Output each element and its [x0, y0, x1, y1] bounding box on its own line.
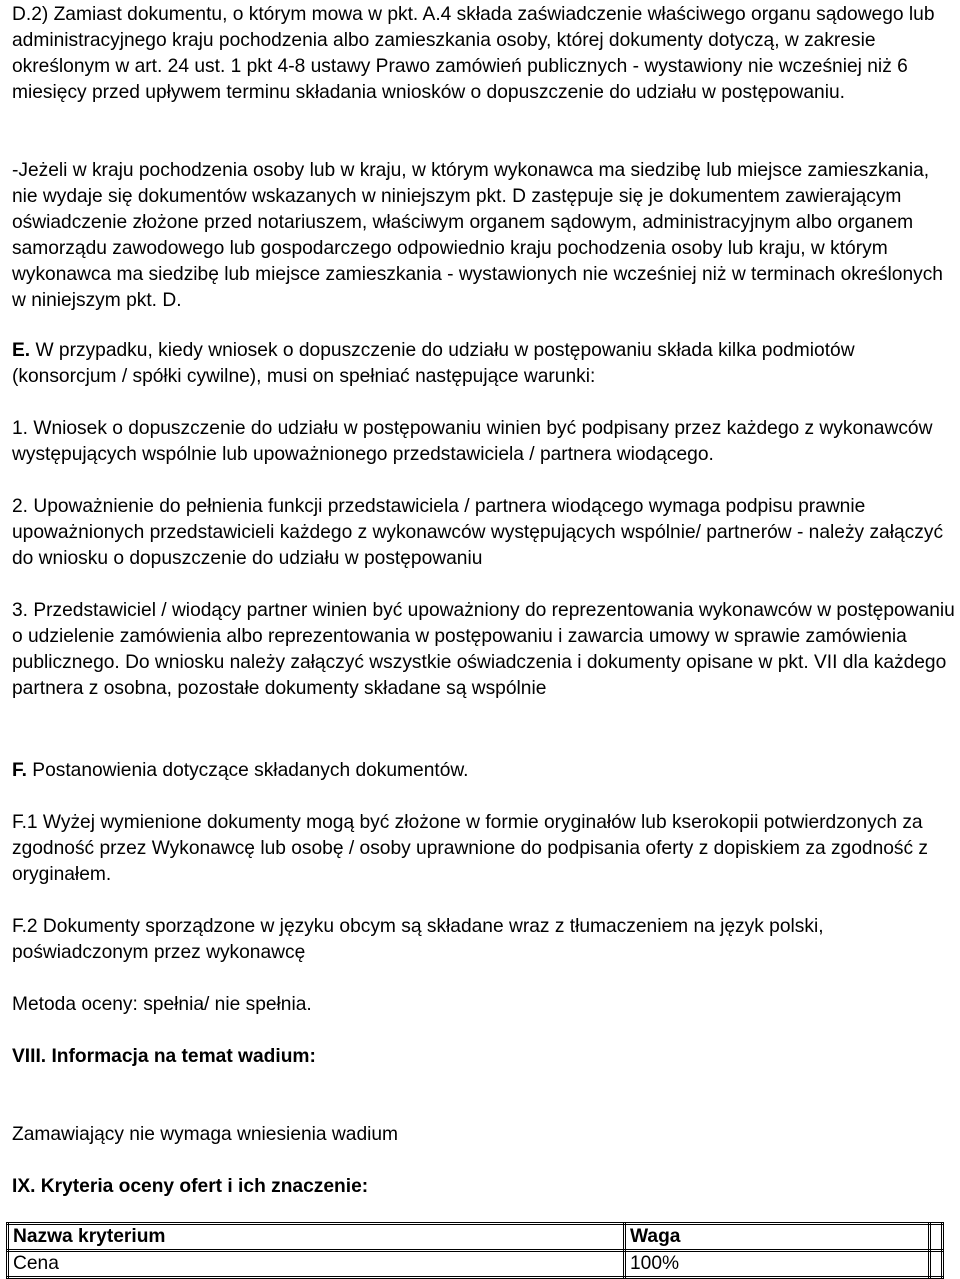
- section-e-text: W przypadku, kiedy wniosek o dopuszczenie do udziału w postępowaniu składa kilka podmiotów (konsorcjum / spółki cywilne), musi on spełniać następujące warunki:: [12, 340, 855, 387]
- paragraph-d2: D.2) Zamiast dokumentu, o którym mowa w pkt. A.4 składa zaświadczenie właściwego organu sądowego lub administracyjnego kraju pochodzenia albo zamieszkania osoby, której dokumenty dotyczą, w zakresie określonym w art. 24 ust. 1 pkt 4-8 ustawy Prawo zamówień publicznych - wystawiony nie wcześniej niż 6 miesięcy przed upływem terminu składania wniosków o dopuszczenie do udziału w postępowaniu.: [12, 4, 935, 103]
- paragraph-f: [12, 758, 958, 784]
- header-cell-criterion: Nazwa kryterium: [8, 1224, 625, 1251]
- paragraph-point-3: 3. Przedstawiciel / wiodący partner winien być upoważniony do reprezentowania wykonawców w postępowaniu o udzielenie zamówienia albo reprezentowania w postępowaniu i zawarcia umowy w sprawie zamówienia publicznego. Do wniosku należy załączyć wszystkie oświadczenia i dokumenty opisane w pkt. VII dla każdego partnera z osobna, pozostałe dokumenty składane są wspólnie: [12, 600, 955, 699]
- header-cell-empty: [930, 1224, 943, 1251]
- section-f-marker: F.: [12, 760, 27, 781]
- heading-viii: VIII. Informacja na temat wadium:: [12, 1046, 316, 1067]
- paragraph-e: [12, 338, 958, 390]
- header-cell-weight: Waga: [625, 1224, 930, 1251]
- criteria-header-row: [8, 1224, 943, 1251]
- paragraph-point-1: 1. Wniosek o dopuszczenie do udziału w postępowaniu winien być podpisany przez każdego z wykonawców występujących wspólnie lub upoważnionego przedstawiciela / partnera wiodącego.: [12, 418, 933, 465]
- paragraph-point-2: 2. Upoważnienie do pełnienia funkcji przedstawiciela / partnera wiodącego wymaga podpisu prawnie upoważnionych przedstawicieli każdego z wykonawców występujących wspólnie/ partnerów - należy załączyć do wniosku o dopuszczenie do udziału w postępowaniu: [12, 496, 944, 569]
- cell-empty: [930, 1251, 943, 1278]
- paragraph-f1: F.1 Wyżej wymienione dokumenty mogą być złożone w formie oryginałów lub kserokopii potwierdzonych za zgodność przez Wykonawcę lub osobę / osoby uprawnione do podpisania oferty z dopiskiem za zgodność z oryginałem.: [12, 812, 929, 885]
- paragraph-f2: F.2 Dokumenty sporządzone w języku obcym są składane wraz z tłumaczeniem na język polski, poświadczonym przez wykonawcę: [12, 916, 824, 963]
- section-e-marker: E.: [12, 340, 31, 361]
- paragraph-zamawiajacy: Zamawiający nie wymaga wniesienia wadium: [12, 1124, 399, 1145]
- table-row: [8, 1251, 943, 1278]
- cell-criterion: Cena: [8, 1251, 625, 1278]
- paragraph-metoda: Metoda oceny: spełnia/ nie spełnia.: [12, 994, 312, 1015]
- criteria-table: [6, 1222, 944, 1279]
- cell-weight: 100%: [625, 1251, 930, 1278]
- section-f-text: Postanowienia dotyczące składanych dokumentów.: [26, 760, 469, 781]
- heading-ix: IX. Kryteria oceny ofert i ich znaczenie:: [12, 1176, 369, 1197]
- paragraph-jezeli: -Jeżeli w kraju pochodzenia osoby lub w kraju, w którym wykonawca ma siedzibę lub miejsce zamieszkania, nie wydaje się dokumentów wskazanych w niniejszym pkt. D zastępuje się je dokumentem zawierającym oświadczenie złożone przed notariuszem, właściwym organem sądowym, administracyjnym albo organem samorządu zawodowego lub gospodarczego odpowiednio kraju pochodzenia osoby lub kraju, w którym wykonawca ma siedzibę lub miejsce zamieszkania - wystawionych nie wcześniej niż w terminach określonych w niniejszym pkt. D.: [12, 160, 943, 311]
